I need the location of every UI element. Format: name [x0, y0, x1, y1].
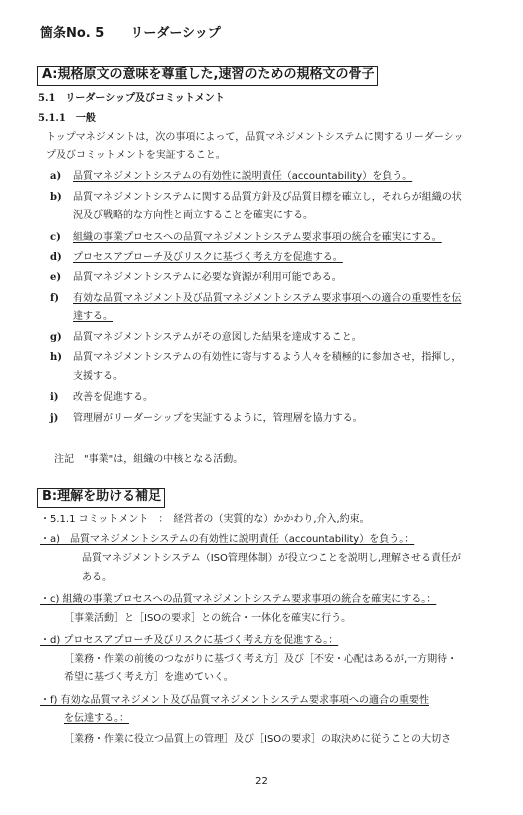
item-f-text-2: 達する。: [73, 311, 113, 322]
item-b-label: b): [50, 192, 62, 203]
supplement-line-9: 希望に基づく考え方］を進めていく。: [64, 672, 234, 683]
supplement-line-3: 品質マネジメントシステム（ISO管理体制）が役立つことを説明し,理解させる責任が: [82, 553, 462, 564]
item-i-text: 改善を促進する。: [73, 392, 153, 403]
item-a-text: 品質マネジメントシステムの有効性に説明責任（accountability）を負う。: [73, 171, 413, 182]
item-c-text: 組織の事業プロセスへの品質マネジメントシステム要求事項の統合を確実にする。: [73, 232, 442, 243]
item-f-text-1: 有効な品質マネジメント及び品質マネジメントシステム要求事項への適合の重要性を伝: [73, 293, 462, 304]
supplement-line-6: ［事業活動］と［ISOの要求］との統合・一体化を確実に行う。: [64, 613, 352, 624]
item-g-text: 品質マネジメントシステムがその意図した結果を達成すること。: [73, 332, 362, 343]
supplement-line-4: ある。: [82, 572, 112, 583]
item-h-text-1: 品質マネジメントシステムの有効性に寄与するよう人々を積極的に参加させ，指揮し，: [73, 352, 462, 363]
item-f-label: f): [50, 293, 60, 304]
page-title: 箇条No. 5 リーダーシップ: [40, 26, 221, 41]
supplement-line-5: ・c) 組織の事業プロセスへの品質マネジメントシステム要求事項の統合を確実にする。：: [40, 594, 437, 605]
item-b-text-2: 況及び戦略的な方向性と両立することを確実にする。: [73, 210, 313, 221]
part-b-heading-box: B:理解を助ける補足: [37, 488, 165, 508]
item-e-text: 品質マネジメントシステムに必要な資源が利用可能である。: [73, 272, 342, 283]
supplement-line-1: ・5.1.1 コミットメント ： 経営者の（実質的な）かかわり,介入,約束。: [40, 514, 370, 525]
note-text: 注記 "事業"は，組織の中核となる活動。: [54, 454, 244, 465]
intro-line-1: トップマネジメントは，次の事項によって，品質マネジメントシステムに関するリーダーシッ: [46, 132, 464, 143]
subsection-heading: 5.1.1 一般: [38, 113, 96, 124]
supplement-line-7: ・d) プロセスアプローチ及びリスクに基づく考え方を促進する。：: [40, 635, 339, 646]
item-c-label: c): [50, 232, 61, 243]
intro-line-2: プ及びコミットメントを実証すること。: [46, 150, 226, 161]
page-number: 22: [255, 776, 268, 787]
item-e-label: e): [50, 272, 62, 283]
item-j-text: 管理層がリーダーシップを実証するように，管理層を協力する。: [73, 413, 363, 424]
supplement-line-12: ［業務・作業に役立つ品質上の管理］及び［ISOの要求］の取決めに従うことの大切さ: [64, 734, 452, 745]
item-h-label: h): [50, 352, 63, 363]
item-g-label: g): [50, 332, 62, 343]
item-h-text-2: 支援する。: [73, 371, 123, 382]
supplement-line-8: ［業務・作業の前後のつながりに基づく考え方］及び［不安・心配はあるが,一方期待・: [64, 654, 458, 665]
supplement-line-11: を伝達する。：: [64, 713, 129, 724]
supplement-line-10: ・f) 有効な品質マネジメント及び品質マネジメントシステム要求事項への適合の重要性: [40, 695, 429, 706]
part-a-heading-box: A:規格原文の意味を尊重した,速習のための規格文の骨子: [37, 66, 378, 86]
item-j-label: j): [50, 413, 59, 424]
supplement-line-2: ・a) 品質マネジメントシステムの有効性に説明責任（accountability）を負う。：: [40, 534, 415, 545]
item-b-text-1: 品質マネジメントシステムに関する品質方針及び品質目標を確立し，それらが組織の状: [73, 192, 462, 203]
item-a-label: a): [50, 171, 62, 182]
item-d-text: プロセスアプローチ及びリスクに基づく考え方を促進する。: [73, 252, 343, 263]
section-heading: 5.1 リーダーシップ及びコミットメント: [38, 93, 225, 104]
item-i-label: i): [50, 392, 59, 403]
item-d-label: d): [50, 252, 62, 263]
